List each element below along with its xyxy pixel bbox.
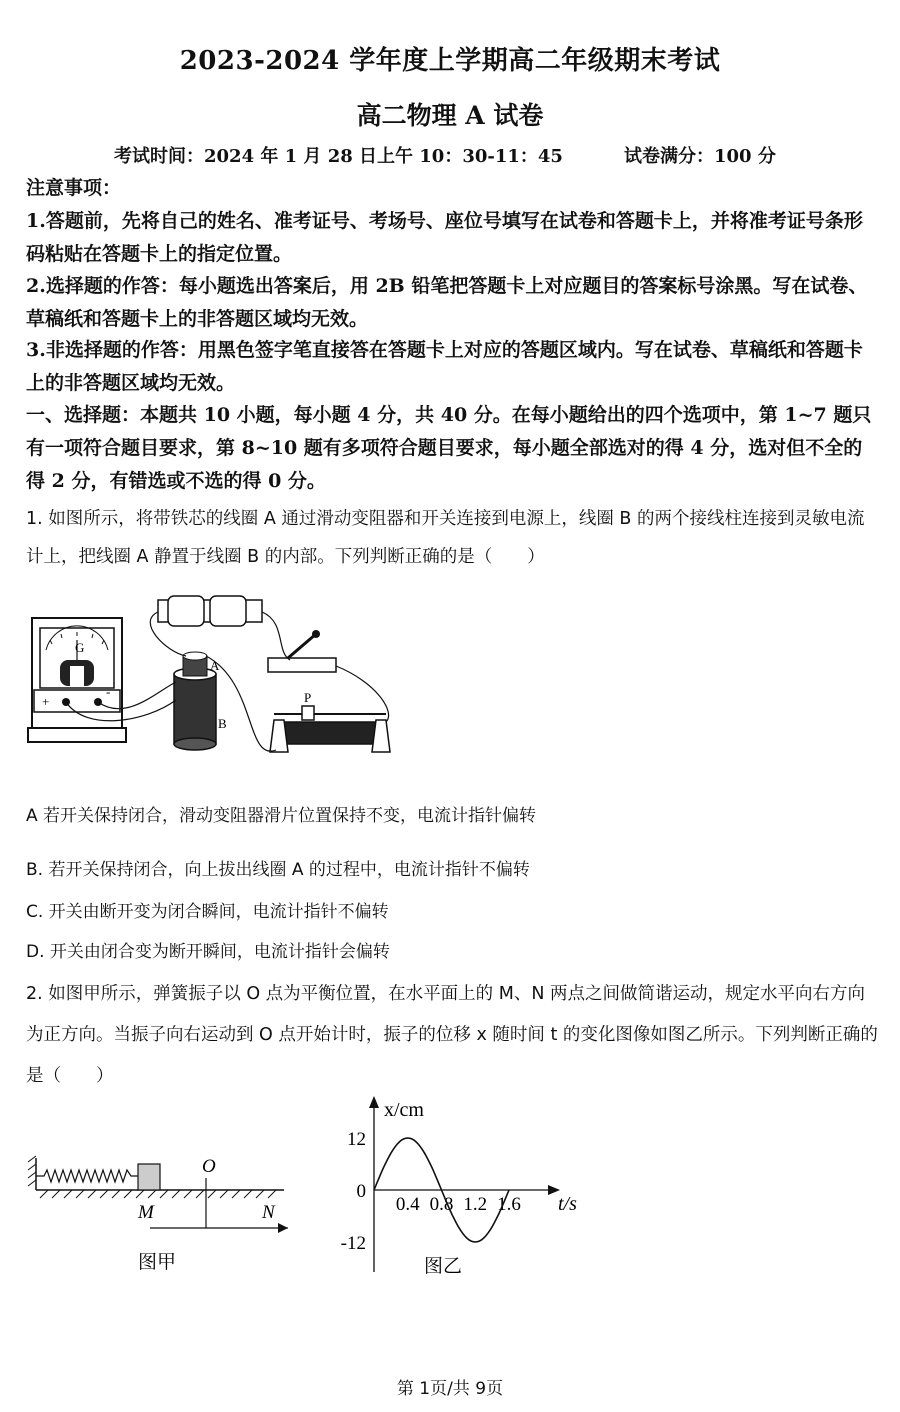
x-tick-label: 0.8 xyxy=(429,1194,454,1215)
y-tick-label: -12 xyxy=(340,1233,366,1254)
galvanometer xyxy=(28,618,126,742)
q2-figure-a xyxy=(26,1148,296,1278)
coil-b-label: B xyxy=(218,716,227,731)
question-1-stem: 1. 如图所示，将带铁芯的线圈 A 通过滑动变阻器和开关连接到电源上，线圈 B 的两个接线柱连接到灵敏电流计上，把线圈 A 静置于线圈 B 的内部。下列判断正确的是（ ） xyxy=(26,509,865,567)
label-n: N xyxy=(262,1202,275,1223)
notice-item: 3.非选择题的作答：用黑色签字笔直接答在答题卡上对应的答题区域内。写在试卷、草稿纸和答题卡上的非答题区域均无效。 xyxy=(26,339,863,394)
spring xyxy=(36,1170,138,1182)
x-tick-label: 1.2 xyxy=(463,1194,488,1215)
y-tick-label: 0 xyxy=(356,1181,366,1202)
label-m: M xyxy=(138,1202,154,1223)
x-tick-label: 0.4 xyxy=(395,1194,420,1215)
notice-item: 2.选择题的作答：每小题选出答案后，用 2B 铅笔把答题卡上对应题目的答案标号涂黑。写在试卷、草稿纸和答题卡上的非答题区域均无效。 xyxy=(26,275,868,330)
battery xyxy=(158,596,262,626)
y-tick-label: 12 xyxy=(347,1129,366,1150)
caption-fig-b: 图乙 xyxy=(424,1256,463,1277)
q1-circuit-figure xyxy=(26,582,398,782)
exam-title: 2023-2024 学年度上学期高二年级期末考试 xyxy=(179,46,721,76)
y-tick-labels xyxy=(341,1129,366,1254)
q1-option-a: A 若开关保持闭合，滑动变阻器滑片位置保持不变，电流计指针偏转 xyxy=(26,806,537,826)
exam-subtitle: 高二物理 A 试卷 xyxy=(356,101,544,130)
switch xyxy=(268,630,336,672)
oscillator-block xyxy=(138,1164,160,1190)
coils xyxy=(174,652,227,750)
minus-label: - xyxy=(106,684,111,699)
x-axis-label: t/s xyxy=(558,1193,577,1215)
page-footer: 第 1页/共 9页 xyxy=(396,1379,504,1399)
label-o: O xyxy=(202,1156,216,1177)
x-tick-label: 1.6 xyxy=(497,1194,521,1215)
notice-item: 1.答题前，先将自己的姓名、准考证号、考场号、座位号填写在试卷和答题卡上，并将准考证号条形码粘贴在答题卡上的指定位置。 xyxy=(26,210,863,265)
q1-option-c: C. 开关由断开变为闭合瞬间，电流计指针不偏转 xyxy=(26,902,389,922)
section-intro: 一、选择题：本题共 10 小题，每小题 4 分，共 40 分。在每小题给出的四个选项中，第 1~7 题只有一项符合题目要求，第 8~10 题有多项符合题目要求，每小题全部选对的得 4 分，选对但不全的得 2 分，有错选或不选的得 0 分。 xyxy=(26,404,872,492)
q1-option-b: B. 若开关保持闭合，向上拔出线圈 A 的过程中，电流计指针不偏转 xyxy=(26,860,530,880)
slider-label: P xyxy=(304,690,312,705)
coil-a-label: A xyxy=(210,658,220,673)
q1-option-d: D. 开关由闭合变为断开瞬间，电流计指针会偏转 xyxy=(26,942,390,962)
notice-heading: 注意事项： xyxy=(26,177,122,199)
y-axis-label: x/cm xyxy=(384,1099,424,1121)
exam-time: 考试时间：2024 年 1 月 28 日上午 10：30-11：45 xyxy=(114,146,563,167)
rheostat xyxy=(270,690,390,752)
caption-fig-a: 图甲 xyxy=(138,1252,177,1273)
galvanometer-label: G xyxy=(75,640,85,655)
full-score: 试卷满分：100 分 xyxy=(624,146,776,167)
question-2-stem: 2. 如图甲所示，弹簧振子以 O 点为平衡位置，在水平面上的 M、N 两点之间做简谐运动，规定水平向右方向为正方向。当振子向右运动到 O 点开始计时，振子的位移 x 随时间 t 的变化图像如图乙所示。下列判断正确的是（ ） xyxy=(26,984,878,1086)
q2-figure-b xyxy=(326,1092,596,1282)
plus-label: + xyxy=(42,694,50,709)
